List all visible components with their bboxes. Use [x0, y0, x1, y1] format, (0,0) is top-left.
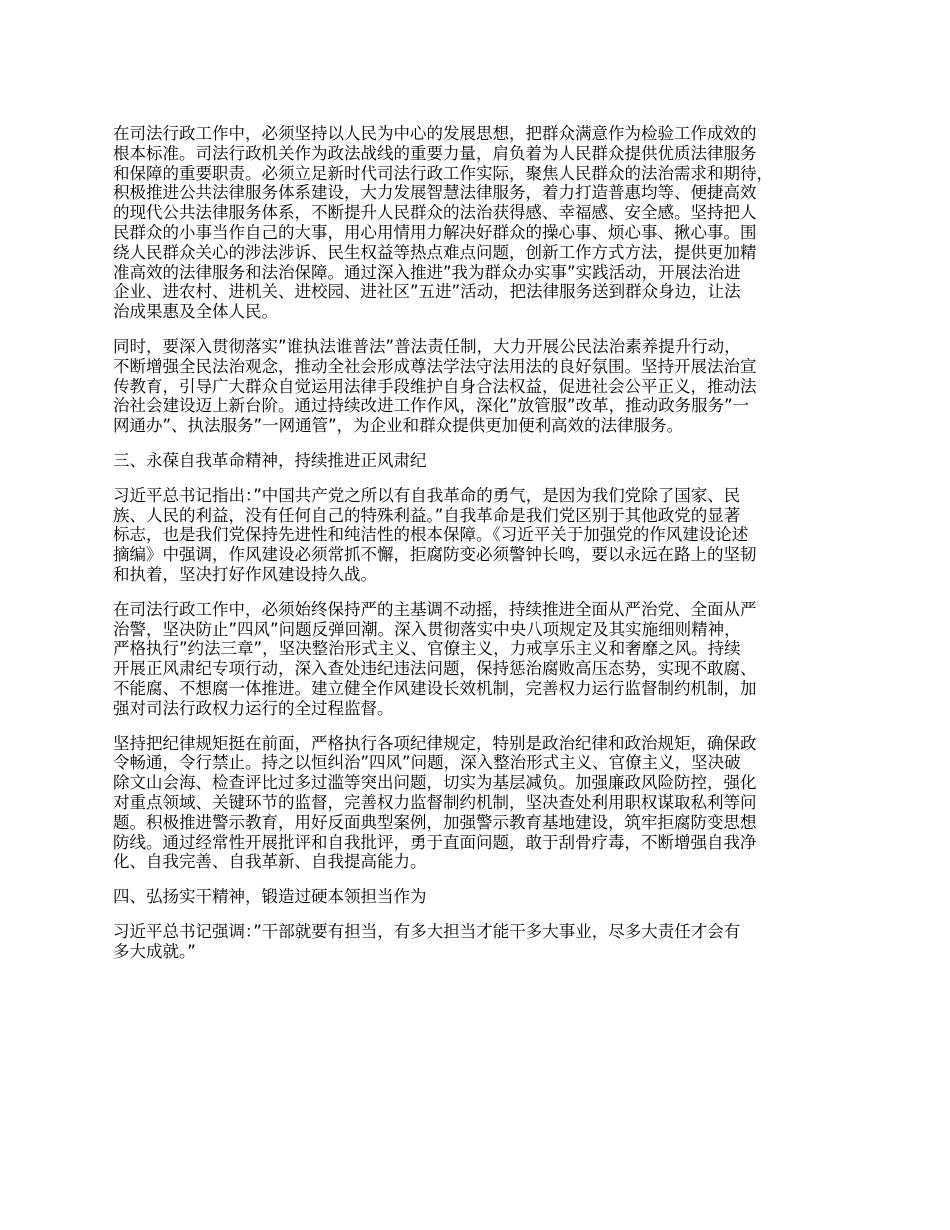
paragraph: [113, 734, 855, 873]
paragraph-line: 坚持把纪律规矩挺在前面，严格执行各项纪律规定，特别是政治纪律和政治规矩，确保政: [113, 733, 757, 753]
paragraph-line: 严格执行”约法三章”，坚决整治形式主义、官僚主义，力戒享乐主义和奢靡之风。持续: [113, 639, 741, 659]
paragraph: [113, 337, 855, 436]
paragraph-line: 不断增强全民法治观念，推动全社会形成尊法学法守法用法的良好氛围。坚持开展法治宣: [113, 356, 757, 376]
paragraph-line: 治成果惠及全体人民。: [113, 302, 278, 322]
paragraph-line: 不能腐、不想腐一体推进。建立健全作风建设长效机制，完善权力运行监督制约机制，加: [113, 678, 757, 698]
paragraph: [113, 124, 855, 322]
paragraph-line: 积极推进公共法律服务体系建设，大力发展智慧法律服务，着力打造普惠均等、便捷高效: [113, 183, 757, 203]
section-heading: 四、弘扬实干精神，锻造过硬本领担当作为: [113, 887, 427, 907]
document-body: [113, 124, 855, 976]
paragraph-line: 开展正风肃纪专项行动，深入查处违纪违法问题，保持惩治腐败高压态势，实现不敢腐、: [113, 659, 757, 679]
paragraph-line: 标志，也是我们党保持先进性和纯洁性的根本保障。《习近平关于加强党的作风建设论述: [113, 525, 749, 545]
paragraph-line: 族、人民的利益，没有任何自己的特殊利益。”自我革命是我们党区别于其他政党的显著: [113, 505, 741, 525]
paragraph-line: 准高效的法律服务和法治保障。通过深入推进”我为群众办实事”实践活动，开展法治进: [113, 262, 741, 282]
section-heading: 三、永葆自我革命精神，持续推进正风肃纪: [113, 450, 427, 470]
paragraph-line: 网通办”、执法服务”一网通管”，为企业和群众提供更加便利高效的法律服务。: [113, 416, 684, 436]
paragraph-line: 同时，要深入贯彻落实”谁执法谁普法”普法责任制，大力开展公民法治素养提升行动，: [113, 336, 741, 356]
paragraph-line: 除文山会海、检查评比过多过滥等突出问题，切实为基层减负。加强廉政风险防控，强化: [113, 773, 757, 793]
paragraph-line: 的现代公共法律服务体系，不断提升人民群众的法治获得感、幸福感、安全感。坚持把人: [113, 203, 757, 223]
paragraph: [113, 922, 855, 962]
paragraph-line: 在司法行政工作中，必须坚持以人民为中心的发展思想，把群众满意作为检验工作成效的: [113, 124, 757, 143]
paragraph-line: 令畅通，令行禁止。持之以恒纠治”四风”问题，深入整治形式主义、官僚主义，坚决破: [113, 753, 741, 773]
paragraph-line: 习近平总书记强调：”干部就要有担当，有多大担当才能干多大事业，尽多大责任才会有: [113, 921, 741, 941]
paragraph-line: 治社会建设迈上新台阶。通过持续改进工作作风，深化”放管服”改革，推动政务服务”一: [113, 396, 750, 416]
paragraph-line: 习近平总书记指出：”中国共产党之所以有自我革命的勇气，是因为我们党除了国家、民: [113, 485, 741, 505]
paragraph-line: 和执着，坚决打好作风建设持久战。: [113, 564, 377, 584]
paragraph-line: 和保障的重要职责。必须立足新时代司法行政工作实际，聚焦人民群众的法治需求和期待，: [113, 163, 773, 183]
paragraph-line: 企业、进农村、进机关、进校园、进社区”五进”活动，把法律服务送到群众身边，让法: [113, 282, 741, 302]
paragraph-line: 根本标准。司法行政机关作为政法战线的重要力量，肩负着为人民群众提供优质法律服务: [113, 143, 757, 163]
paragraph-line: 防线。通过经常性开展批评和自我批评，勇于直面问题，敢于刮骨疗毒，不断增强自我净: [113, 832, 757, 852]
paragraph: [113, 600, 855, 719]
paragraph-line: 治警，坚决防止”四风”问题反弹回潮。深入贯彻落实中央八项规定及其实施细则精神，: [113, 619, 741, 639]
paragraph-line: 对重点领域、关键环节的监督，完善权力监督制约机制，坚决查处利用职权谋取私利等问: [113, 792, 757, 812]
paragraph-line: 民群众的小事当作自己的大事，用心用情用力解决好群众的操心事、烦心事、揪心事。围: [113, 222, 757, 242]
paragraph-line: 绕人民群众关心的涉法涉诉、民生权益等热点难点问题，创新工作方式方法，提供更加精: [113, 242, 757, 262]
paragraph: [113, 486, 855, 585]
paragraph-line: 化、自我完善、自我革新、自我提高能力。: [113, 852, 427, 872]
paragraph-line: 强对司法行政权力运行的全过程监督。: [113, 698, 394, 718]
paragraph-line: 传教育，引导广大群众自觉运用法律手段维护自身合法权益，促进社会公平正义，推动法: [113, 376, 757, 396]
paragraph-line: 摘编》中强调，作风建设必须常抓不懈，拒腐防变必须警钟长鸣，要以永远在路上的坚韧: [113, 545, 757, 565]
paragraph-line: 在司法行政工作中，必须始终保持严的主基调不动摇，持续推进全面从严治党、全面从严: [113, 599, 757, 619]
paragraph-line: 题。积极推进警示教育，用好反面典型案例，加强警示教育基地建设，筑牢拒腐防变思想: [113, 812, 757, 832]
paragraph-line: 多大成就。”: [113, 941, 196, 961]
